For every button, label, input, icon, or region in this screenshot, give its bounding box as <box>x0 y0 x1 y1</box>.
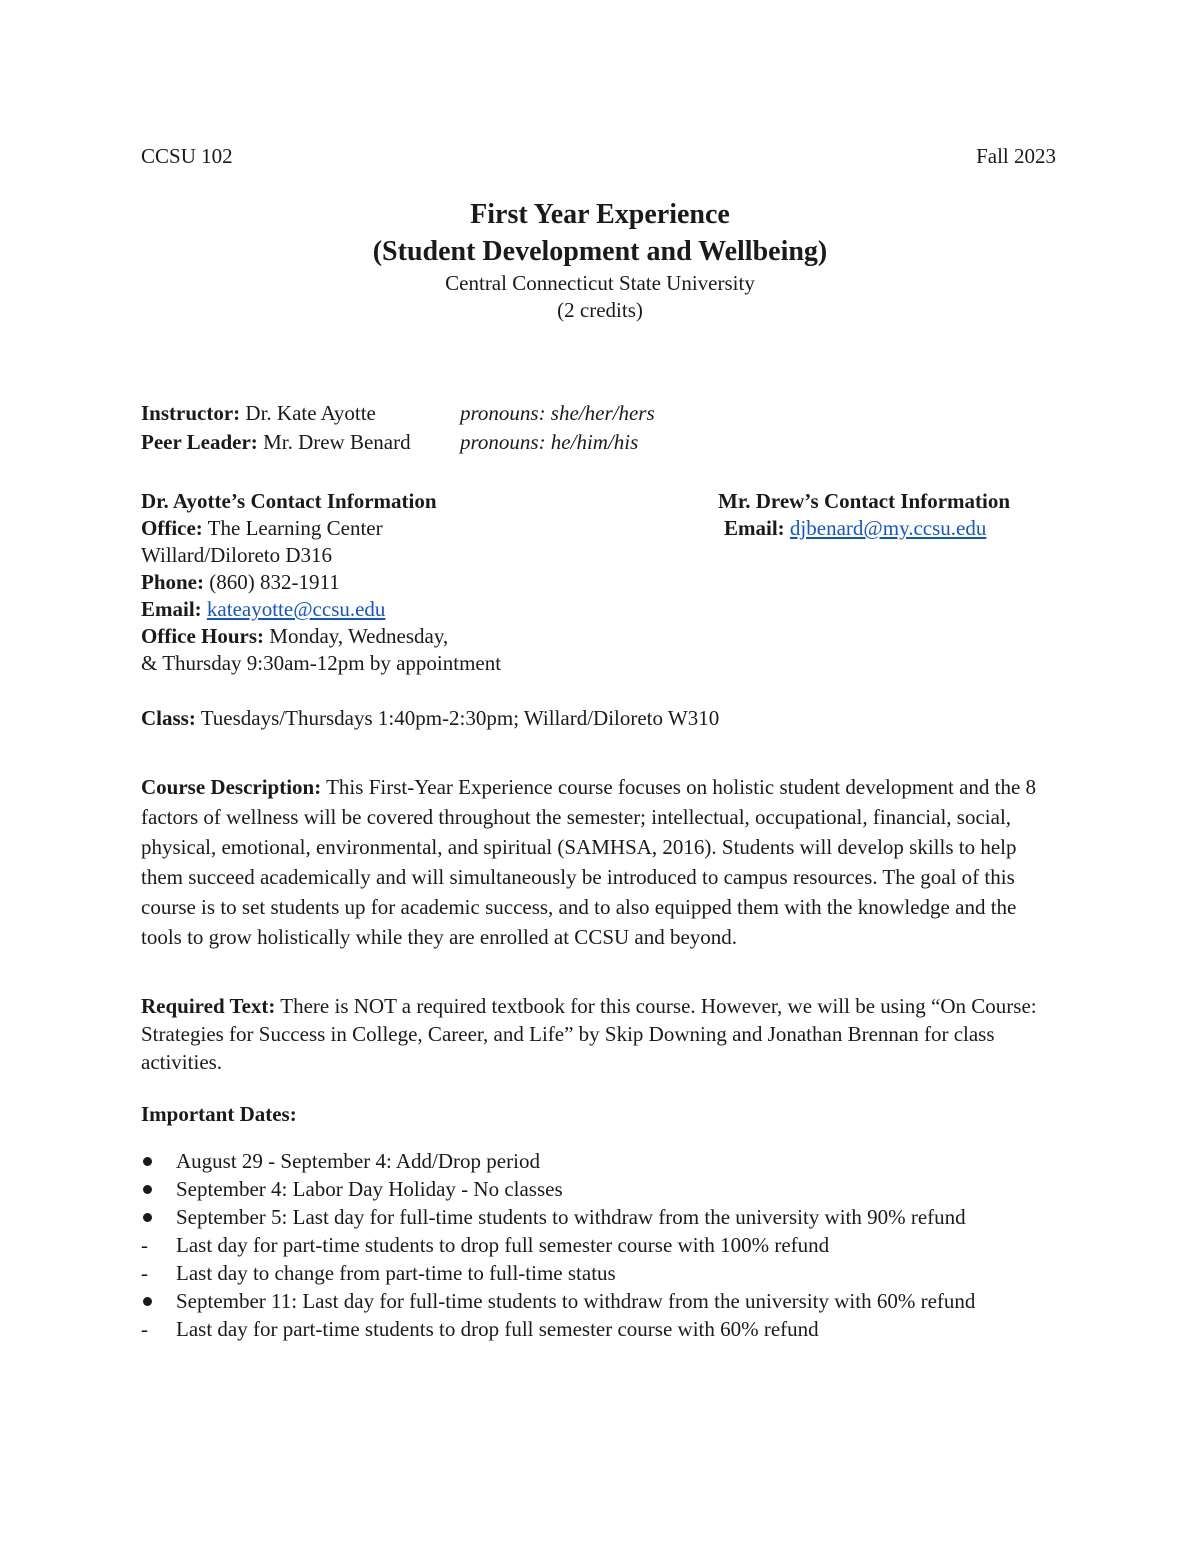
university-name: Central Connecticut State University <box>445 271 755 295</box>
list-item-text: August 29 - September 4: Add/Drop period <box>176 1149 540 1173</box>
email-label: Email: <box>141 597 202 621</box>
office-value: The Learning Center <box>207 516 383 540</box>
peer-leader-line <box>141 430 411 455</box>
drew-contact-heading-text: Mr. Drew’s Contact Information <box>718 489 1011 513</box>
instructor-label: Instructor: <box>141 401 241 425</box>
title-line-1: First Year Experience <box>470 199 730 230</box>
ayotte-office-hours <box>141 624 448 649</box>
peer-pronouns: pronouns: he/him/his <box>460 430 639 454</box>
peer-name: Mr. Drew Benard <box>263 430 411 454</box>
bullet-icon <box>141 1147 161 1175</box>
ayotte-contact-heading-text: Dr. Ayotte’s Contact Information <box>141 489 437 513</box>
list-item <box>141 1315 1061 1343</box>
ayotte-contact-heading <box>141 489 437 514</box>
drew-email <box>724 516 986 541</box>
phone-value: (860) 832-1911 <box>209 570 340 594</box>
course-code: CCSU 102 <box>141 144 233 168</box>
drew-email-link[interactable]: djbenard@my.ccsu.edu <box>789 516 987 540</box>
list-item <box>141 1175 1061 1203</box>
course-description-text: This First-Year Experience course focuses on holistic student development and the 8 factors of wellness will be covered throughout the semester; intellectual, occupational, financial, social, physical, emotional, environmental, and spiritual (SAMHSA, 2016). Students will develop skills to help them succeed academically and will simultaneously be introduced to campus resources. The goal of this course is to set students up for academic success, and to also equipped them with the knowledge and the tools to grow holistically while they are enrolled at CCSU and beyond. <box>141 775 1037 949</box>
phone-label: Phone: <box>141 570 204 594</box>
ayotte-phone <box>141 570 340 595</box>
office-hours-line-2: & Thursday 9:30am-12pm by appointment <box>141 651 502 675</box>
instructor-pronouns: pronouns: she/her/hers <box>460 401 655 425</box>
ayotte-office <box>141 516 383 541</box>
list-item <box>141 1203 1061 1231</box>
instructor-name: Dr. Kate Ayotte <box>245 401 376 425</box>
dash-icon: - <box>141 1261 148 1285</box>
ayotte-email <box>141 597 385 622</box>
list-item-text: September 11: Last day for full-time students to withdraw from the university with 60% refund <box>176 1289 976 1313</box>
drew-contact-heading <box>718 489 1010 514</box>
dash-icon: - <box>141 1233 148 1257</box>
credits: (2 credits) <box>557 298 643 322</box>
term: Fall 2023 <box>976 144 1056 168</box>
bullet-icon <box>141 1203 161 1231</box>
ayotte-office-room: Willard/Diloreto D316 <box>141 543 333 567</box>
drew-email-label: Email: <box>724 516 785 540</box>
class-label: Class: <box>141 706 196 730</box>
office-hours-line-1: Monday, Wednesday, <box>269 624 449 648</box>
bullet-icon <box>141 1287 161 1315</box>
required-text-body: There is NOT a required textbook for this course. However, we will be using “On Course: Strategies for Success in College, Career, and Life” by Skip Downing and Jonathan Brennan for class activities. <box>141 994 1037 1074</box>
list-item <box>141 1259 1061 1287</box>
title-line-2: (Student Development and Wellbeing) <box>372 236 828 267</box>
list-item <box>141 1287 1061 1315</box>
class-info <box>141 706 719 731</box>
list-item-text: September 4: Labor Day Holiday - No classes <box>176 1177 563 1201</box>
important-dates-heading-text: Important Dates: <box>141 1102 297 1126</box>
list-item <box>141 1231 1061 1259</box>
list-item <box>141 1147 1061 1175</box>
list-item-text: Last day for part-time students to drop full semester course with 100% refund <box>176 1233 830 1257</box>
required-text <box>141 992 1061 1076</box>
important-dates-list <box>141 1147 1061 1343</box>
office-label: Office: <box>141 516 203 540</box>
bullet-icon <box>141 1175 161 1203</box>
course-description-label: Course Description: <box>141 775 322 799</box>
important-dates-heading <box>141 1102 297 1127</box>
list-item-text: September 5: Last day for full-time students to withdraw from the university with 90% refund <box>176 1205 966 1229</box>
ayotte-email-link[interactable]: kateayotte@ccsu.edu <box>206 597 386 621</box>
peer-label: Peer Leader: <box>141 430 258 454</box>
instructor-line <box>141 401 376 426</box>
class-value: Tuesdays/Thursdays 1:40pm-2:30pm; Willard/Diloreto W310 <box>200 706 720 730</box>
list-item-text: Last day for part-time students to drop full semester course with 60% refund <box>176 1317 819 1341</box>
dash-icon: - <box>141 1317 148 1341</box>
required-text-label: Required Text: <box>141 994 276 1018</box>
list-item-text: Last day to change from part-time to full-time status <box>176 1261 616 1285</box>
course-description <box>141 772 1061 952</box>
office-hours-label: Office Hours: <box>141 624 265 648</box>
